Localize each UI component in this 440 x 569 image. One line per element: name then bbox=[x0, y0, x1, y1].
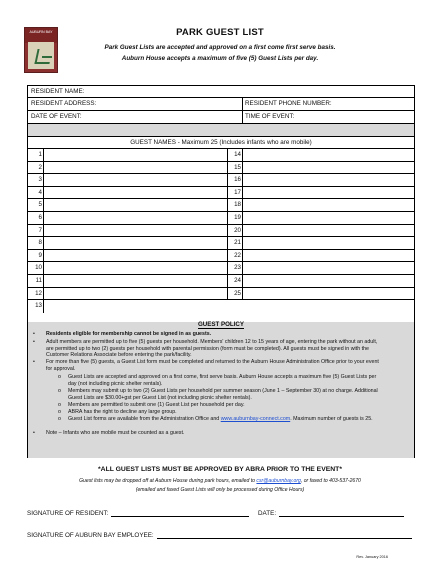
guest-name-field[interactable] bbox=[242, 212, 415, 224]
policy-item-text: Adult members are permitted up to five (5) guests per household. Members' children 12 to 15 years of age, entering the park without an adult, are permitted up to two (2) guests per household with parental permission (form must be completed). All guests must be signed in with the Customer Relations Associate before entering the park/facility. bbox=[46, 339, 378, 359]
guest-number-left: 10 bbox=[35, 264, 42, 272]
sub-bullet: o bbox=[58, 416, 61, 422]
guest-name-field[interactable] bbox=[43, 149, 227, 161]
guest-number-right: 16 bbox=[227, 174, 242, 186]
guest-row bbox=[28, 212, 414, 225]
page-title: PARK GUEST LIST bbox=[176, 27, 264, 38]
guest-row bbox=[28, 162, 414, 175]
policy-sub-item-text: Members may submit up to two (2) Guest Lists per household per summer season (June 1 – September 30) at no charge. Additional Guest Lists are $30.00+gst per Guest List (not including picnic shelter rentals). bbox=[68, 388, 378, 401]
guest-number-right: 18 bbox=[227, 199, 242, 211]
guest-number-left: 3 bbox=[38, 176, 42, 184]
policy-heading: GUEST POLICY bbox=[197, 321, 245, 328]
policy-sub-item-text: ABRA has the right to decline any large group. bbox=[68, 409, 177, 415]
guest-row bbox=[28, 149, 414, 162]
guest-name-field[interactable] bbox=[242, 237, 415, 249]
guest-number-left: 11 bbox=[35, 277, 42, 284]
csr-email-link[interactable]: csr@auburnbay.org bbox=[256, 478, 301, 484]
subtitle-max-lists: Auburn House accepts a maximum of five (5) Guest Lists per day. bbox=[121, 55, 319, 62]
policy-sub-item-text: Guest Lists are accepted and approved on a first come, first serve basis. Auburn House accepts a maximum five (5) Guest Lists per day (not including picnic shelter rentals). bbox=[68, 374, 377, 387]
guest-row bbox=[28, 187, 414, 200]
guest-row bbox=[28, 250, 414, 263]
dropoff-notice-2: (emailed and faxed Guest Lists will only be processed during Office Hours) bbox=[135, 487, 305, 493]
bullet: • bbox=[33, 359, 35, 365]
guest-name-field[interactable] bbox=[43, 262, 227, 274]
guest-row bbox=[28, 262, 414, 275]
guest-row bbox=[28, 174, 414, 187]
guest-name-field[interactable] bbox=[43, 275, 227, 287]
guest-number-right: 22 bbox=[227, 250, 242, 262]
guest-name-field[interactable] bbox=[242, 199, 415, 211]
guest-row bbox=[28, 237, 414, 250]
guest-number-right: 17 bbox=[227, 187, 242, 199]
guest-number-right: 15 bbox=[227, 162, 242, 174]
dropoff-notice: Guest lists may be dropped off at Auburn House during park hours, emailed to csr@auburnbay.org, or faxed to 403-537-2670 bbox=[79, 478, 361, 484]
guest-number-left: 2 bbox=[38, 163, 42, 171]
resident-name-label: RESIDENT NAME: bbox=[31, 88, 85, 95]
guest-name-field[interactable] bbox=[43, 288, 227, 300]
guest-list-form bbox=[27, 85, 415, 458]
guest-name-field[interactable] bbox=[43, 162, 227, 174]
guest-number-right: 24 bbox=[227, 275, 242, 287]
policy-note: Note – Infants who are mobile must be counted as a guest. bbox=[46, 430, 185, 436]
guest-name-field[interactable] bbox=[242, 250, 415, 262]
bullet: • bbox=[33, 331, 35, 337]
bullet: • bbox=[33, 339, 35, 345]
guest-row bbox=[28, 225, 414, 238]
guest-number-left: 4 bbox=[38, 188, 42, 196]
resident-address-label: RESIDENT ADDRESS: bbox=[31, 100, 97, 107]
policy-item-text: For more than five (5) guests, a Guest List form must be completed and returned to the Auburn House Administration Office prior to your event for approval. bbox=[46, 359, 379, 372]
guest-number-right: 23 bbox=[227, 262, 242, 274]
policy-sub-item-text: Members are permitted to submit one (1) Guest List per household per day. bbox=[68, 402, 245, 408]
guest-name-field[interactable] bbox=[242, 225, 415, 237]
guest-number-left: 13 bbox=[35, 302, 42, 310]
policy-sub-item-text: Guest List forms are available from the Administration Office and www.auburnbay-connect.com. Maximum number of guests is 25. bbox=[68, 416, 373, 422]
guest-name-field[interactable] bbox=[242, 149, 415, 161]
date-label: DATE: bbox=[258, 510, 277, 517]
guest-name-field[interactable] bbox=[242, 187, 415, 199]
guest-row bbox=[28, 300, 414, 313]
logo-text: AUBURN BAY bbox=[25, 28, 57, 43]
guest-name-field[interactable] bbox=[242, 275, 415, 287]
resident-signature-field[interactable] bbox=[27, 510, 249, 517]
guest-name-field[interactable] bbox=[242, 262, 415, 274]
sub-bullet: o bbox=[58, 374, 61, 380]
guest-name-field[interactable] bbox=[43, 237, 227, 249]
guest-row bbox=[28, 275, 414, 288]
gray-separator bbox=[28, 124, 414, 137]
guest-name-field[interactable] bbox=[242, 288, 415, 300]
sub-bullet: o bbox=[58, 402, 61, 408]
guest-number-left: 7 bbox=[38, 226, 42, 234]
guest-number-left: 12 bbox=[35, 289, 42, 297]
resident-phone-label: RESIDENT PHONE NUMBER: bbox=[245, 100, 332, 107]
time-of-event-label: TIME OF EVENT: bbox=[245, 113, 295, 120]
resident-address-row bbox=[28, 98, 414, 111]
bullet: • bbox=[33, 430, 35, 436]
revision-date: Rev. January 2016 bbox=[356, 555, 388, 559]
guest-row bbox=[28, 199, 414, 212]
guest-number-right: 19 bbox=[227, 212, 242, 224]
policy-item-text: Residents eligible for membership cannot be signed in as guests. bbox=[46, 331, 212, 337]
guest-number-left: 9 bbox=[38, 251, 42, 259]
guest-name-field[interactable] bbox=[43, 250, 227, 262]
employee-signature-label: SIGNATURE OF AUBURN BAY EMPLOYEE: bbox=[27, 532, 154, 539]
guest-name-field[interactable] bbox=[43, 225, 227, 237]
guest-name-field[interactable] bbox=[43, 212, 227, 224]
sub-bullet: o bbox=[58, 409, 61, 415]
guest-name-field[interactable] bbox=[43, 187, 227, 199]
employee-signature-field[interactable] bbox=[27, 532, 412, 539]
guest-number-right: 20 bbox=[227, 225, 242, 237]
guest-number-left: 5 bbox=[38, 201, 42, 209]
guest-names-header bbox=[28, 137, 414, 149]
guest-policy bbox=[28, 322, 414, 458]
guest-number-right: 14 bbox=[227, 149, 242, 161]
auburnbay-connect-link[interactable]: www.auburnbay-connect.com bbox=[220, 416, 291, 422]
resident-signature-label: SIGNATURE OF RESIDENT: bbox=[27, 510, 109, 517]
date-of-event-label: DATE OF EVENT: bbox=[31, 113, 82, 120]
signature-line[interactable] bbox=[111, 510, 249, 517]
subtitle-first-come: Park Guest Lists are accepted and approved on a first come first serve basis. bbox=[104, 44, 336, 51]
signature-line[interactable] bbox=[157, 532, 412, 539]
date-field[interactable] bbox=[258, 510, 404, 517]
guest-number-left: 8 bbox=[38, 239, 42, 247]
event-date-time-row bbox=[28, 111, 414, 124]
guest-number-right: 25 bbox=[227, 288, 242, 300]
guest-name-field[interactable] bbox=[43, 174, 227, 186]
guest-name-field[interactable] bbox=[242, 174, 415, 186]
date-line[interactable] bbox=[279, 510, 404, 517]
guest-number-left: 1 bbox=[38, 151, 42, 158]
guest-row bbox=[28, 288, 414, 301]
guest-number-left: 6 bbox=[38, 214, 42, 221]
sub-bullet: o bbox=[58, 388, 61, 394]
guest-names-title: GUEST NAMES - Maximum 25 (Includes infants who are mobile) bbox=[130, 139, 312, 146]
resident-name-row bbox=[28, 86, 414, 98]
guest-name-field[interactable] bbox=[43, 199, 227, 211]
guest-name-field[interactable] bbox=[242, 162, 415, 174]
guest-number-right: 21 bbox=[227, 237, 242, 249]
approval-notice: *ALL GUEST LISTS MUST BE APPROVED BY ABRA PRIOR TO THE EVENT* bbox=[98, 466, 342, 473]
guest-name-field[interactable] bbox=[43, 300, 227, 313]
